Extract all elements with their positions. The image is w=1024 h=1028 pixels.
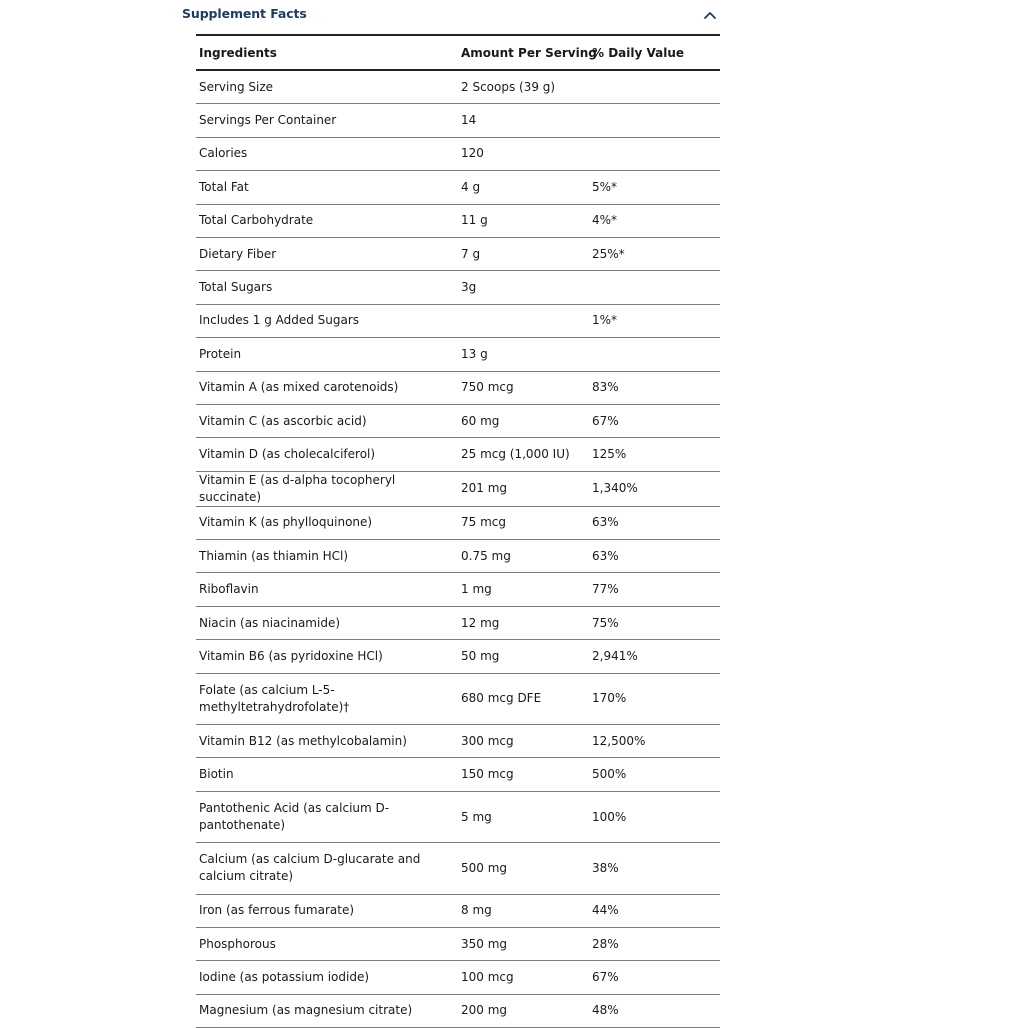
- ingredient-cell: Niacin (as niacinamide): [196, 606, 458, 639]
- supplement-facts-header: [182, 0, 720, 30]
- amount-cell: 500 mg: [458, 843, 589, 894]
- ingredient-cell: Includes 1 g Added Sugars: [196, 304, 458, 337]
- ingredient-cell: Total Fat: [196, 171, 458, 204]
- amount-cell: 50 mg: [458, 640, 589, 673]
- daily-value-cell: 170%: [589, 673, 720, 724]
- ingredient-cell: Total Sugars: [196, 271, 458, 304]
- daily-value-cell: 67%: [589, 404, 720, 437]
- daily-value-cell: 5%*: [589, 171, 720, 204]
- amount-cell: 75 mcg: [458, 506, 589, 539]
- supplement-facts-table: [196, 34, 720, 1028]
- ingredient-cell: Vitamin A (as mixed carotenoids): [196, 371, 458, 404]
- ingredient-cell: Dietary Fiber: [196, 237, 458, 270]
- table-row: [196, 791, 720, 842]
- ingredient-cell: Folate (as calcium L-5-methyltetrahydrofolate)†: [196, 673, 458, 724]
- daily-value-cell: 83%: [589, 371, 720, 404]
- amount-cell: 13 g: [458, 338, 589, 371]
- amount-cell: 1 mg: [458, 573, 589, 606]
- ingredient-cell: Vitamin K (as phylloquinone): [196, 506, 458, 539]
- table-row: [196, 673, 720, 724]
- ingredient-cell: Magnesium (as magnesium citrate): [196, 994, 458, 1027]
- table-row: [196, 338, 720, 371]
- amount-cell: 4 g: [458, 171, 589, 204]
- daily-value-cell: [589, 104, 720, 137]
- amount-cell: [458, 304, 589, 337]
- daily-value-cell: 75%: [589, 606, 720, 639]
- daily-value-cell: 2,941%: [589, 640, 720, 673]
- daily-value-cell: 4%*: [589, 204, 720, 237]
- ingredient-cell: Servings Per Container: [196, 104, 458, 137]
- table-row: [196, 471, 720, 506]
- table-row: [196, 758, 720, 791]
- daily-value-cell: 48%: [589, 994, 720, 1027]
- daily-value-cell: 63%: [589, 540, 720, 573]
- table-header-row: [196, 35, 720, 70]
- ingredient-cell: Iron (as ferrous fumarate): [196, 894, 458, 927]
- table-row: [196, 606, 720, 639]
- ingredient-cell: Riboflavin: [196, 573, 458, 606]
- table-row: [196, 204, 720, 237]
- amount-cell: 8 mg: [458, 894, 589, 927]
- ingredient-cell: Calories: [196, 137, 458, 170]
- daily-value-cell: [589, 271, 720, 304]
- amount-cell: 5 mg: [458, 791, 589, 842]
- daily-value-cell: 1%*: [589, 304, 720, 337]
- table-row: [196, 438, 720, 471]
- daily-value-cell: 28%: [589, 927, 720, 960]
- table-row: [196, 894, 720, 927]
- ingredient-cell: Vitamin C (as ascorbic acid): [196, 404, 458, 437]
- daily-value-cell: 12,500%: [589, 725, 720, 758]
- daily-value-cell: [589, 338, 720, 371]
- amount-cell: 120: [458, 137, 589, 170]
- amount-cell: 100 mcg: [458, 961, 589, 994]
- amount-cell: 14: [458, 104, 589, 137]
- amount-cell: 680 mcg DFE: [458, 673, 589, 724]
- collapse-toggle-button[interactable]: [700, 2, 720, 24]
- amount-cell: 201 mg: [458, 471, 589, 506]
- daily-value-cell: 44%: [589, 894, 720, 927]
- ingredient-cell: Vitamin E (as d-alpha tocopheryl succinate): [196, 471, 458, 506]
- amount-cell: 0.75 mg: [458, 540, 589, 573]
- amount-cell: 60 mg: [458, 404, 589, 437]
- amount-cell: 200 mg: [458, 994, 589, 1027]
- ingredient-cell: Thiamin (as thiamin HCl): [196, 540, 458, 573]
- ingredient-cell: Calcium (as calcium D-glucarate and calcium citrate): [196, 843, 458, 894]
- table-row: [196, 304, 720, 337]
- amount-cell: 300 mcg: [458, 725, 589, 758]
- daily-value-cell: 38%: [589, 843, 720, 894]
- amount-cell: 750 mcg: [458, 371, 589, 404]
- daily-value-cell: 125%: [589, 438, 720, 471]
- ingredient-cell: Vitamin D (as cholecalciferol): [196, 438, 458, 471]
- header-amount-per-serving: Amount Per Serving: [458, 35, 589, 70]
- amount-cell: 350 mg: [458, 927, 589, 960]
- ingredient-cell: Total Carbohydrate: [196, 204, 458, 237]
- amount-cell: 25 mcg (1,000 IU): [458, 438, 589, 471]
- ingredient-cell: Vitamin B6 (as pyridoxine HCl): [196, 640, 458, 673]
- table-row: [196, 994, 720, 1027]
- amount-cell: 11 g: [458, 204, 589, 237]
- header-daily-value: % Daily Value: [589, 35, 720, 70]
- daily-value-cell: 67%: [589, 961, 720, 994]
- ingredient-cell: Biotin: [196, 758, 458, 791]
- table-row: [196, 137, 720, 170]
- daily-value-cell: 25%*: [589, 237, 720, 270]
- table-row: [196, 371, 720, 404]
- table-row: [196, 70, 720, 104]
- section-title: Supplement Facts: [182, 6, 307, 21]
- table-row: [196, 237, 720, 270]
- daily-value-cell: [589, 70, 720, 104]
- ingredient-cell: Serving Size: [196, 70, 458, 104]
- amount-cell: 150 mcg: [458, 758, 589, 791]
- daily-value-cell: 1,340%: [589, 471, 720, 506]
- table-row: [196, 573, 720, 606]
- daily-value-cell: 100%: [589, 791, 720, 842]
- amount-cell: 12 mg: [458, 606, 589, 639]
- table-row: [196, 404, 720, 437]
- daily-value-cell: 500%: [589, 758, 720, 791]
- amount-cell: 2 Scoops (39 g): [458, 70, 589, 104]
- daily-value-cell: 77%: [589, 573, 720, 606]
- chevron-up-icon: [700, 2, 720, 24]
- table-row: [196, 506, 720, 539]
- table-row: [196, 640, 720, 673]
- ingredient-cell: Phosphorous: [196, 927, 458, 960]
- ingredient-cell: Pantothenic Acid (as calcium D-pantothenate): [196, 791, 458, 842]
- ingredient-cell: Protein: [196, 338, 458, 371]
- table-row: [196, 725, 720, 758]
- amount-cell: 3g: [458, 271, 589, 304]
- table-row: [196, 104, 720, 137]
- table-row: [196, 171, 720, 204]
- table-row: [196, 961, 720, 994]
- ingredient-cell: Iodine (as potassium iodide): [196, 961, 458, 994]
- table-row: [196, 540, 720, 573]
- amount-cell: 7 g: [458, 237, 589, 270]
- table-row: [196, 843, 720, 894]
- table-row: [196, 271, 720, 304]
- daily-value-cell: [589, 137, 720, 170]
- ingredient-cell: Vitamin B12 (as methylcobalamin): [196, 725, 458, 758]
- daily-value-cell: 63%: [589, 506, 720, 539]
- table-row: [196, 927, 720, 960]
- header-ingredients: Ingredients: [196, 35, 458, 70]
